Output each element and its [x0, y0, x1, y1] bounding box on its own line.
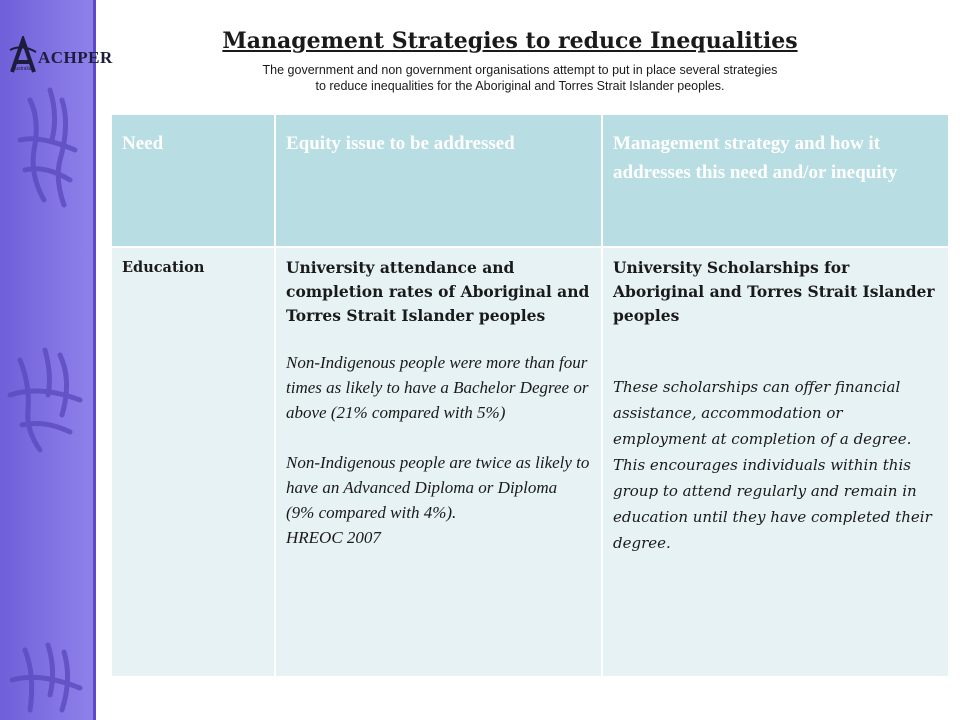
dancer-motif-icon: [0, 80, 96, 220]
cell-management-strategy: [602, 247, 949, 677]
equity-title: University attendance and completion rates of Aboriginal and Torres Strait Islander peoples: [286, 258, 590, 325]
header-management-strategy: Management strategy and how it addresses this need and/or inequity: [602, 114, 949, 247]
cell-equity-issue: [275, 247, 602, 677]
strategy-note: These scholarships can offer financial assistance, accommodation or employment at completion of a degree. This encourages individuals within this group to attend regularly and remain in education until they have completed their degree.: [613, 378, 932, 552]
strategy-title: University Scholarships for Aboriginal and Torres Strait Islander peoples: [613, 258, 935, 325]
cell-need: [111, 247, 275, 677]
equity-note-3: (9% compared with 4%).: [286, 503, 457, 522]
header-equity-issue: Equity issue to be addressed: [275, 114, 602, 247]
dancer-motif-icon: [0, 340, 96, 460]
achper-logo: [8, 36, 113, 76]
strategy-table: [110, 113, 950, 678]
logo-subtext: Australia: [12, 66, 32, 72]
page-subtitle: [120, 62, 920, 94]
logo-text: ACHPER: [38, 48, 113, 67]
need-label: Education: [122, 259, 205, 276]
equity-note-2: Non-Indigenous people are twice as likely to have an Advanced Diploma or Diploma: [286, 453, 590, 497]
equity-note-1: Non-Indigenous people were more than four times as likely to have a Bachelor Degree or above (21% compared with 5%): [286, 353, 589, 422]
subtitle-line-2: to reduce inequalities for the Aboriginal and Torres Strait Islander peoples.: [315, 79, 725, 93]
subtitle-line-1: The government and non government organisations attempt to put in place several strategies: [262, 63, 778, 77]
page-title: Management Strategies to reduce Inequalities: [222, 28, 798, 54]
header-need: Need: [111, 114, 275, 247]
equity-source: HREOC 2007: [286, 528, 381, 547]
equity-notes: [286, 350, 591, 550]
decorative-sidebar: [0, 0, 113, 720]
dancer-motif-icon: [0, 640, 96, 720]
table-header-row: [111, 114, 949, 247]
table-row: [111, 247, 949, 677]
